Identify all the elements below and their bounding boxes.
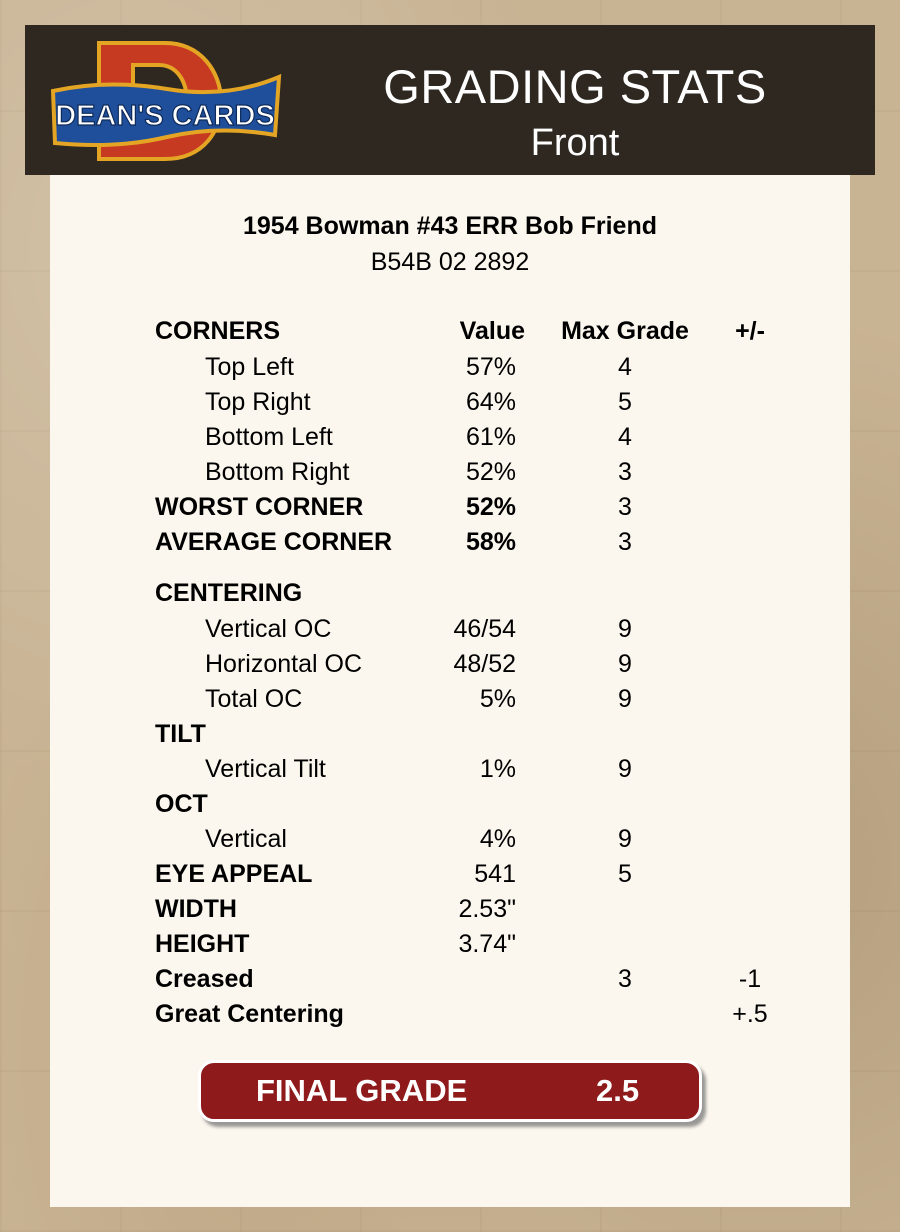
deans-cards-logo[interactable] <box>47 39 287 163</box>
row-max-grade: 3 <box>618 493 632 521</box>
row-creased <box>0 963 900 995</box>
row-great-centering <box>0 998 900 1030</box>
row-max-grade: 4 <box>618 353 632 381</box>
row-label: WIDTH <box>155 895 237 923</box>
row-label: Great Centering <box>155 1000 344 1028</box>
row-max-grade: 9 <box>618 685 632 713</box>
row-max-grade: 3 <box>618 458 632 486</box>
row-oct-vertical <box>0 823 900 855</box>
row-bottom-left <box>0 421 900 453</box>
logo-graphic <box>47 39 287 163</box>
row-adjustment: -1 <box>738 965 762 993</box>
row-value: 52% <box>465 493 516 521</box>
section-centering-row <box>0 577 900 609</box>
row-label: Top Left <box>205 353 294 381</box>
row-bottom-right <box>0 456 900 488</box>
row-adjustment: +.5 <box>732 1000 768 1028</box>
row-label: Bottom Left <box>205 423 333 451</box>
row-max-grade: 9 <box>618 650 632 678</box>
row-label: Creased <box>155 965 254 993</box>
row-value: 1% <box>479 755 516 783</box>
row-value: 541 <box>474 860 516 888</box>
row-top-left <box>0 351 900 383</box>
row-max-grade: 9 <box>618 755 632 783</box>
page-subtitle: Front <box>530 122 620 164</box>
row-value: 48/52 <box>453 650 516 678</box>
row-label: Vertical <box>205 825 287 853</box>
row-label: EYE APPEAL <box>155 860 313 888</box>
row-value: 2.53" <box>458 895 516 923</box>
row-eye-appeal <box>0 858 900 890</box>
row-value: 57% <box>465 353 516 381</box>
column-value: Value <box>459 317 525 345</box>
section-corners: CORNERS <box>155 317 281 345</box>
row-top-right <box>0 386 900 418</box>
row-label: Bottom Right <box>205 458 350 486</box>
page-title: GRADING STATS <box>383 60 767 113</box>
row-value: 64% <box>465 388 516 416</box>
row-width <box>0 893 900 925</box>
row-max-grade: 3 <box>618 528 632 556</box>
row-vertical-oc <box>0 613 900 645</box>
row-label: AVERAGE CORNER <box>155 528 393 556</box>
row-max-grade: 4 <box>618 423 632 451</box>
row-max-grade: 5 <box>618 388 632 416</box>
final-grade-label: FINAL GRADE <box>256 1073 468 1108</box>
row-label: WORST CORNER <box>155 493 364 521</box>
section-centering: CENTERING <box>155 579 303 607</box>
row-value: 5% <box>479 685 516 713</box>
final-grade-value: 2.5 <box>596 1073 640 1108</box>
row-max-grade: 9 <box>618 825 632 853</box>
column-plus-minus: +/- <box>735 317 765 345</box>
corners-header-row <box>0 315 900 347</box>
row-average-corner <box>0 526 900 558</box>
column-max-grade: Max Grade <box>561 317 689 345</box>
row-label: Total OC <box>205 685 303 713</box>
row-label: Vertical Tilt <box>205 755 326 783</box>
card-name: 1954 Bowman #43 ERR Bob Friend <box>242 212 657 240</box>
row-label: HEIGHT <box>155 930 250 958</box>
header-banner <box>25 25 875 175</box>
section-oct-row <box>0 788 900 820</box>
section-tilt-row <box>0 718 900 750</box>
section-tilt: TILT <box>155 720 206 748</box>
row-label: Horizontal OC <box>205 650 362 678</box>
row-value: 61% <box>465 423 516 451</box>
logo-text: DEAN'S CARDS <box>55 100 275 132</box>
row-value: 58% <box>465 528 516 556</box>
card-code: B54B 02 2892 <box>370 248 530 276</box>
row-max-grade: 3 <box>618 965 632 993</box>
section-oct: OCT <box>155 790 208 818</box>
final-grade-badge <box>198 1060 702 1122</box>
row-label: Top Right <box>205 388 311 416</box>
row-label: Vertical OC <box>205 615 332 643</box>
row-worst-corner <box>0 491 900 523</box>
row-total-oc <box>0 683 900 715</box>
row-horizontal-oc <box>0 648 900 680</box>
row-max-grade: 5 <box>618 860 632 888</box>
row-height <box>0 928 900 960</box>
row-value: 4% <box>479 825 516 853</box>
row-max-grade: 9 <box>618 615 632 643</box>
row-value: 46/54 <box>453 615 516 643</box>
row-value: 52% <box>465 458 516 486</box>
row-vertical-tilt <box>0 753 900 785</box>
row-value: 3.74" <box>458 930 516 958</box>
